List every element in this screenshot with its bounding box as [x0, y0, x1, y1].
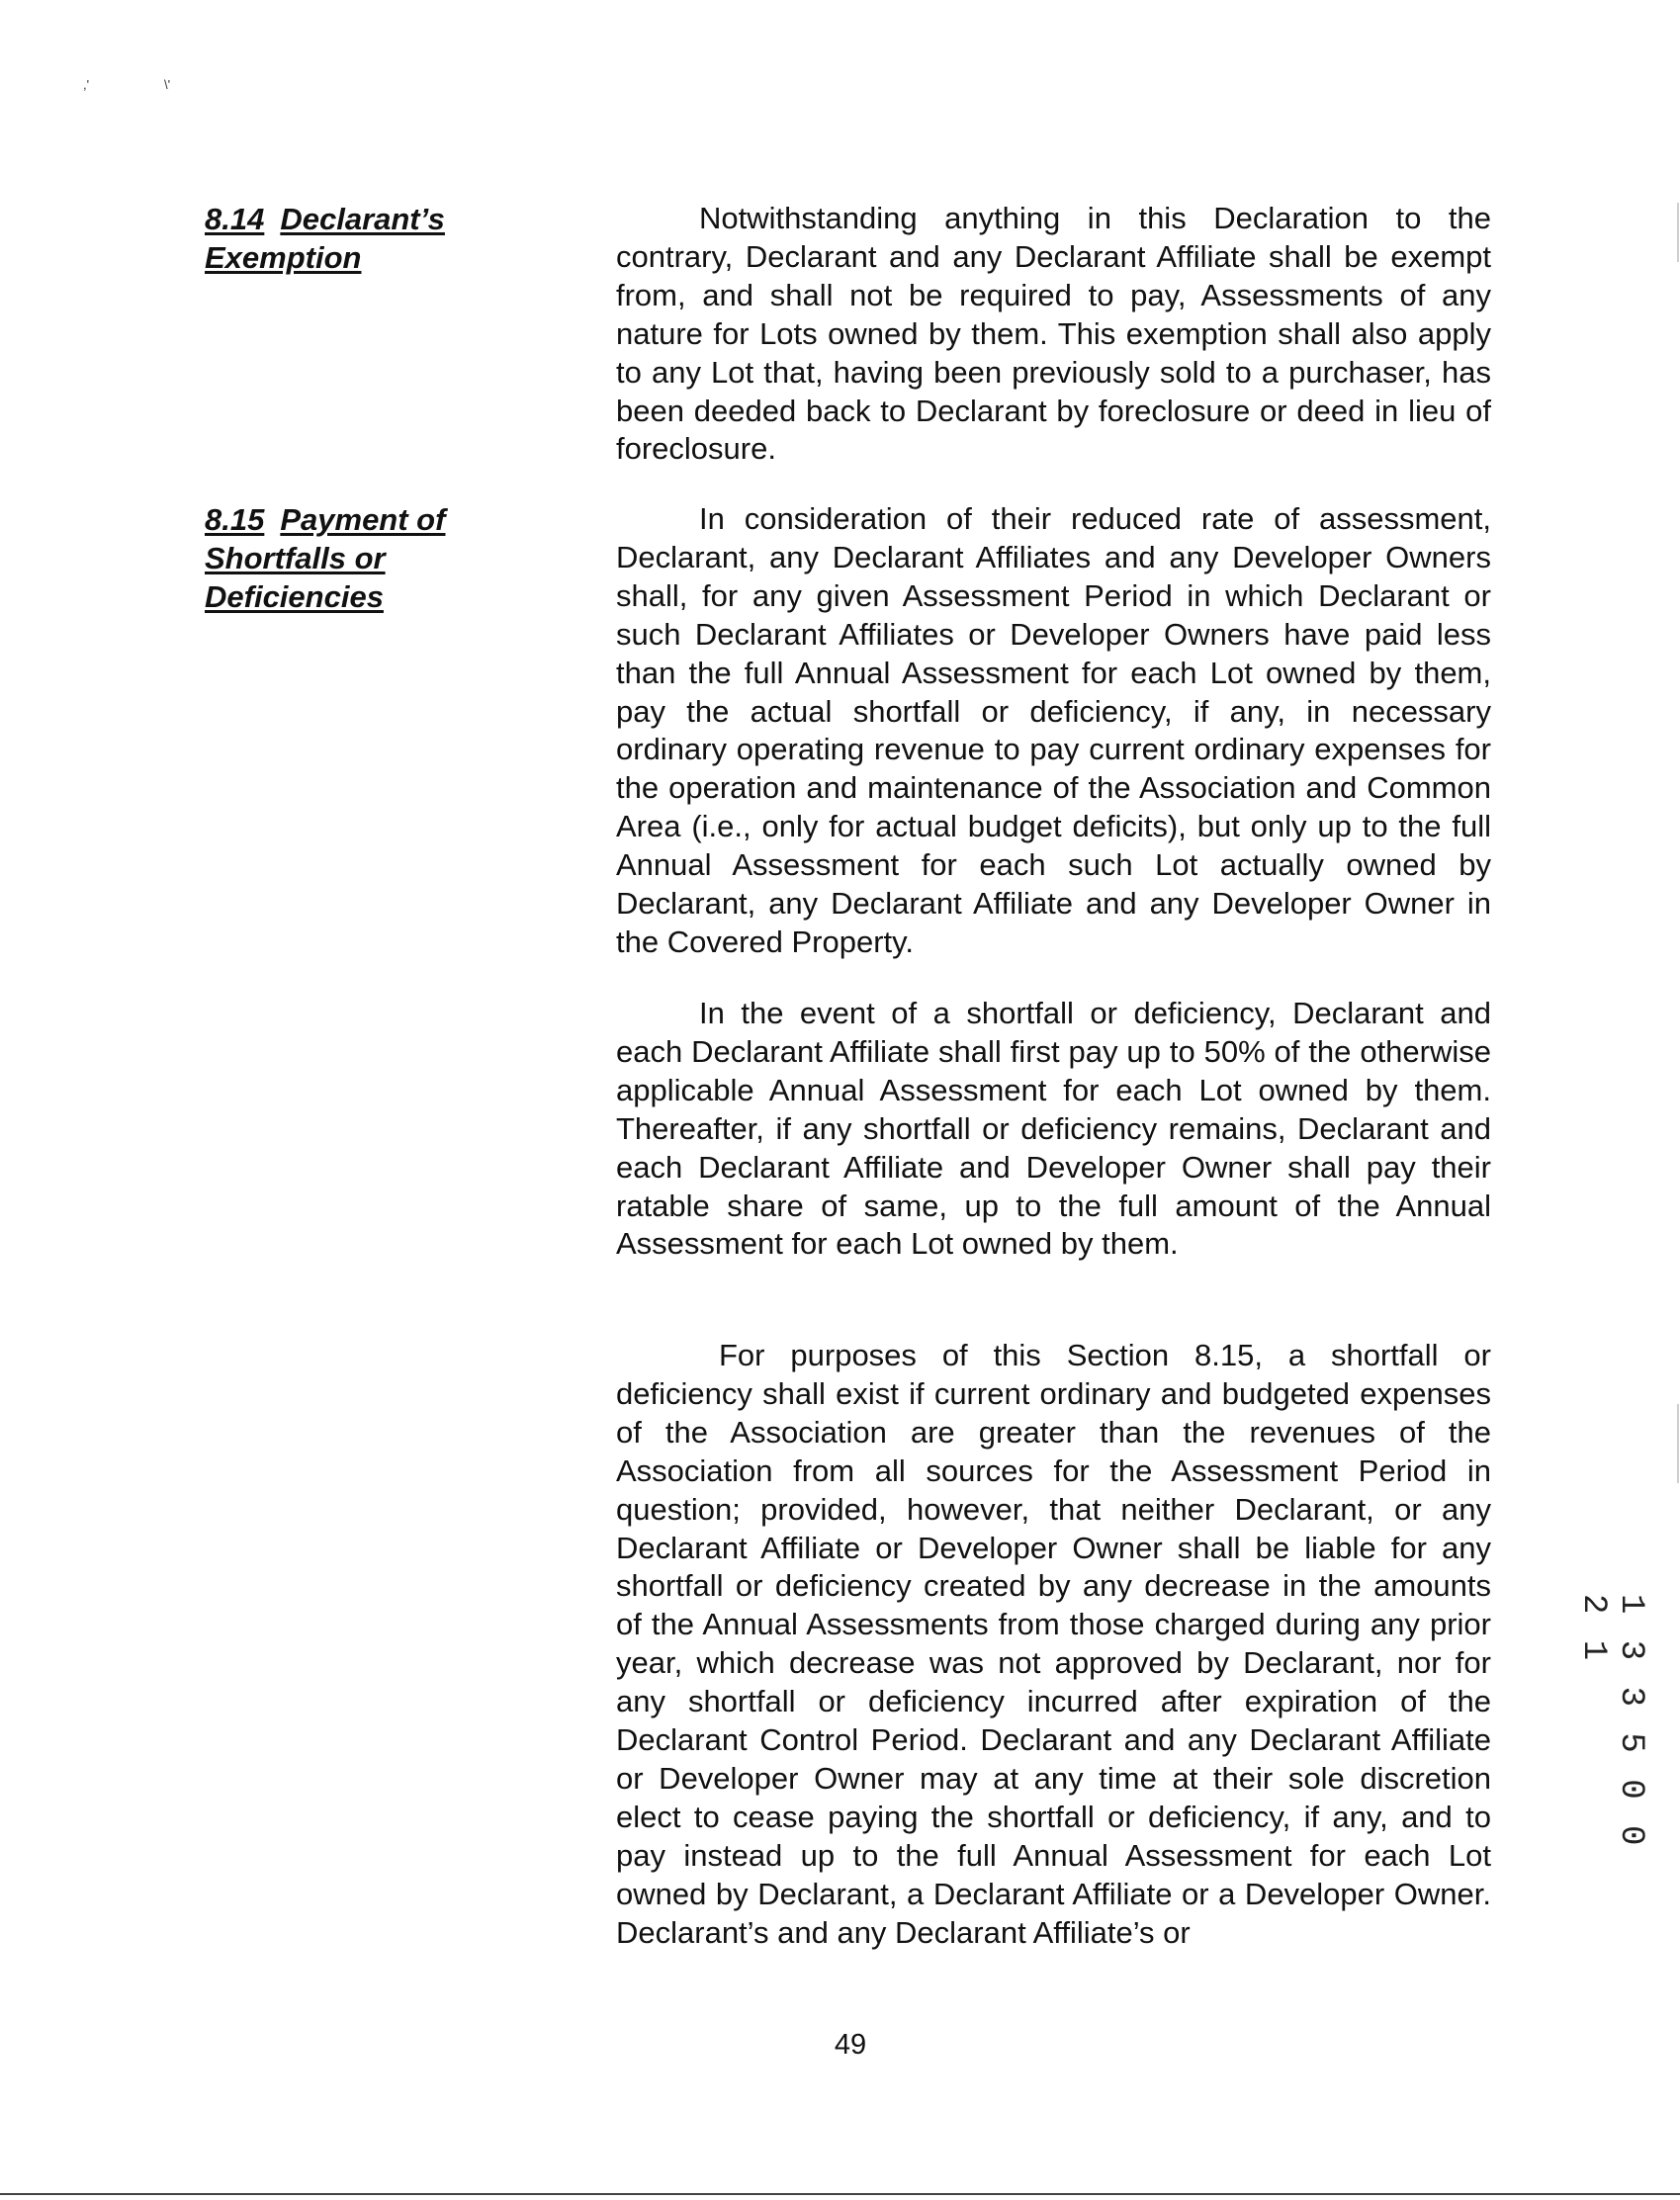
section-number: 8.15: [205, 502, 265, 537]
section-title-line: Declarant’s: [280, 202, 445, 236]
section-heading-line: [205, 200, 531, 238]
scan-bottom-rule: [0, 2193, 1680, 2195]
scan-edge-line: [1677, 203, 1679, 262]
section-title-line: Deficiencies: [205, 579, 384, 614]
scan-mark-left: ,': [83, 77, 90, 92]
section-title-line: Payment of: [280, 502, 446, 537]
section-number: 8.14: [205, 202, 265, 236]
section-8-15-paragraph-3: For purposes of this Section 8.15, a shortfall or deficiency shall exist if current ordinary and budgeted expenses of the Association are greater than the revenues of the Association from all sources for the Assessment Period in question; provided, however, that neither Declarant, or any Declarant Affiliate or Developer Owner shall be liable for any shortfall or deficiency created by any decrease in the amounts of the Annual Assessments from those charged during any prior year, which decrease was not approved by Declarant, nor for any shortfall or deficiency incurred after expiration of the Declarant Control Period. Declarant and any Declarant Affiliate or Developer Owner may at any time at their sole discretion elect to cease paying the shortfall or deficiency, if any, and to pay instead up to the full Annual Assessment for each Lot owned by Declarant, a Declarant Affiliate or a Developer Owner. Declarant’s and any Declarant Affiliate’s or: [616, 1338, 1491, 1950]
scan-edge-line: [1677, 1404, 1679, 1483]
section-title-line: Shortfalls or: [205, 541, 386, 575]
scan-mark-right: \': [164, 77, 171, 92]
section-heading-line: [205, 500, 531, 539]
section-heading-8-15: [205, 500, 531, 616]
section-8-15-paragraph-1: In consideration of their reduced rate of assessment, Declarant, any Declarant Affiliates and any Developer Owners shall, for any given Assessment Period in which Declarant or such Declarant Affiliates or Developer Owners have paid less than the full Annual Assessment for each Lot owned by them, pay the actual shortfall or deficiency, if any, in necessary ordinary operating revenue to pay current ordinary expenses for the operation and maintenance of the Association and Common Area (i.e., only for actual budget deficits), but only up to the full Annual Assessment for each such Lot actually owned by Declarant, any Declarant Affiliate and any Developer Owner in the Covered Property.: [616, 501, 1491, 959]
section-heading-8-14: [205, 200, 531, 277]
page-number: 49: [834, 2029, 867, 2061]
section-title-line: Exemption: [205, 240, 362, 275]
section-8-15-paragraph-2: In the event of a shortfall or deficiency, Declarant and each Declarant Affiliate shall first pay up to 50% of the otherwise applicable Annual Assessment for each Lot owned by them. Thereafter, if any shortfall or deficiency remains, Declarant and each Declarant Affiliate and Developer Owner shall pay their ratable share of same, up to the full amount of the Annual Assessment for each Lot owned by them.: [616, 996, 1491, 1262]
recording-stamp: 1 3 3 5 0 0 2 1: [1574, 1594, 1649, 1849]
section-8-14-paragraph: Notwithstanding anything in this Declaration to the contrary, Declarant and any Declarant Affiliate shall be exempt from, and shall not be required to pay, Assessments of any nature for Lots owned by them. This exemption shall also apply to any Lot that, having been previously sold to a purchaser, has been deeded back to Declarant by foreclosure or deed in lieu of foreclosure.: [616, 201, 1491, 467]
